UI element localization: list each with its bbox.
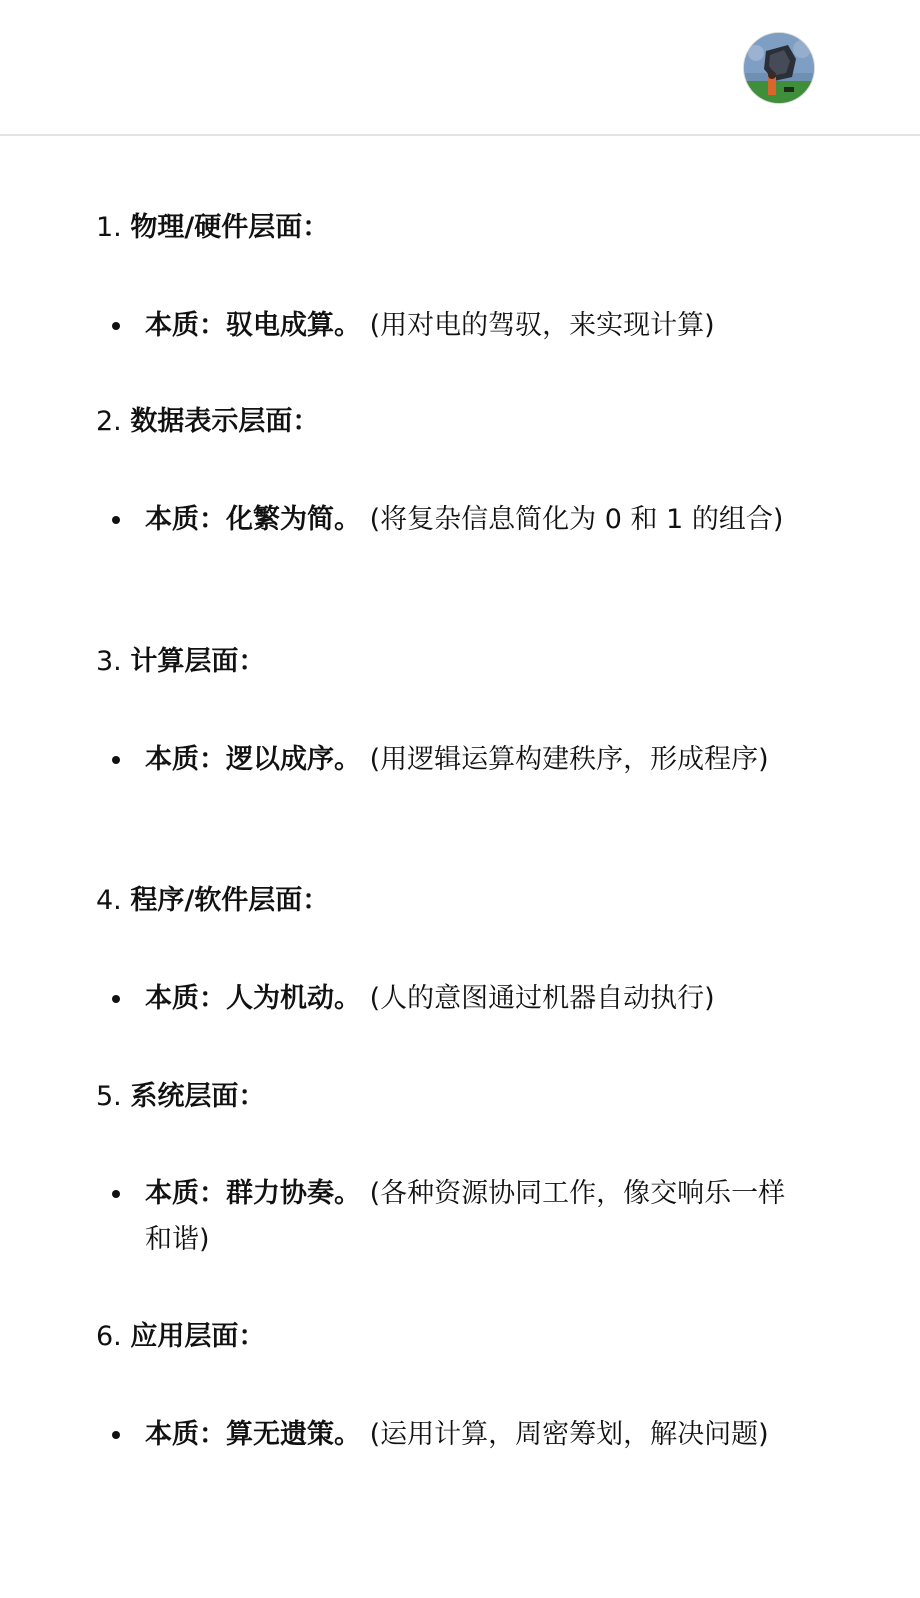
- section-number: 6.: [96, 1321, 122, 1352]
- top-bar: [0, 0, 920, 136]
- section-heading-3: [96, 640, 265, 684]
- bullet-text: [145, 976, 805, 1022]
- section-number: 2.: [96, 406, 122, 437]
- bullet-lead: 本质：群力协奏。: [145, 1178, 361, 1209]
- bullet-icon: [112, 1190, 120, 1198]
- section-number: 3.: [96, 646, 122, 677]
- section-heading-6: [96, 1315, 265, 1359]
- section-title: 应用层面：: [130, 1321, 266, 1352]
- bullet-lead: 本质：驭电成算。: [145, 310, 361, 341]
- section-title: 物理/硬件层面：: [130, 212, 330, 243]
- section-title: 程序/软件层面：: [130, 885, 330, 916]
- bullet-note: (人的意图通过机器自动执行): [369, 983, 715, 1014]
- bullet-icon: [112, 995, 120, 1003]
- bullet-lead: 本质：化繁为简。: [145, 504, 361, 535]
- section-title: 系统层面：: [130, 1081, 266, 1112]
- section-number: 1.: [96, 212, 122, 243]
- bullet-text: [145, 1171, 805, 1263]
- section-number: 5.: [96, 1081, 122, 1112]
- bullet-text: [145, 303, 805, 349]
- section-heading-1: [96, 206, 329, 250]
- bullet-lead: 本质：人为机动。: [145, 983, 361, 1014]
- bullet-lead: 本质：逻以成序。: [145, 744, 361, 775]
- bullet-lead: 本质：算无遗策。: [145, 1419, 361, 1450]
- bullet-icon: [112, 322, 120, 330]
- bullet-note: (各种资源协同工作，像交响乐一样和谐): [145, 1178, 786, 1255]
- bullet-text: [145, 737, 805, 783]
- bullet-text: [145, 1412, 805, 1458]
- bullet-note: (用逻辑运算构建秩序，形成程序): [369, 744, 769, 775]
- bullet-note: (将复杂信息简化为 0 和 1 的组合): [369, 504, 784, 535]
- section-title: 计算层面：: [130, 646, 266, 677]
- bullet-note: (运用计算，周密筹划，解决问题): [369, 1419, 769, 1450]
- section-heading-4: [96, 879, 329, 923]
- section-number: 4.: [96, 885, 122, 916]
- section-heading-5: [96, 1075, 265, 1119]
- avatar[interactable]: [744, 33, 814, 103]
- avatar-image: [744, 33, 814, 103]
- bullet-icon: [112, 756, 120, 764]
- section-title: 数据表示层面：: [130, 406, 320, 437]
- section-heading-2: [96, 400, 319, 444]
- bullet-icon: [112, 516, 120, 524]
- bullet-text: [145, 497, 805, 543]
- bullet-note: (用对电的驾驭，来实现计算): [369, 310, 715, 341]
- bullet-icon: [112, 1431, 120, 1439]
